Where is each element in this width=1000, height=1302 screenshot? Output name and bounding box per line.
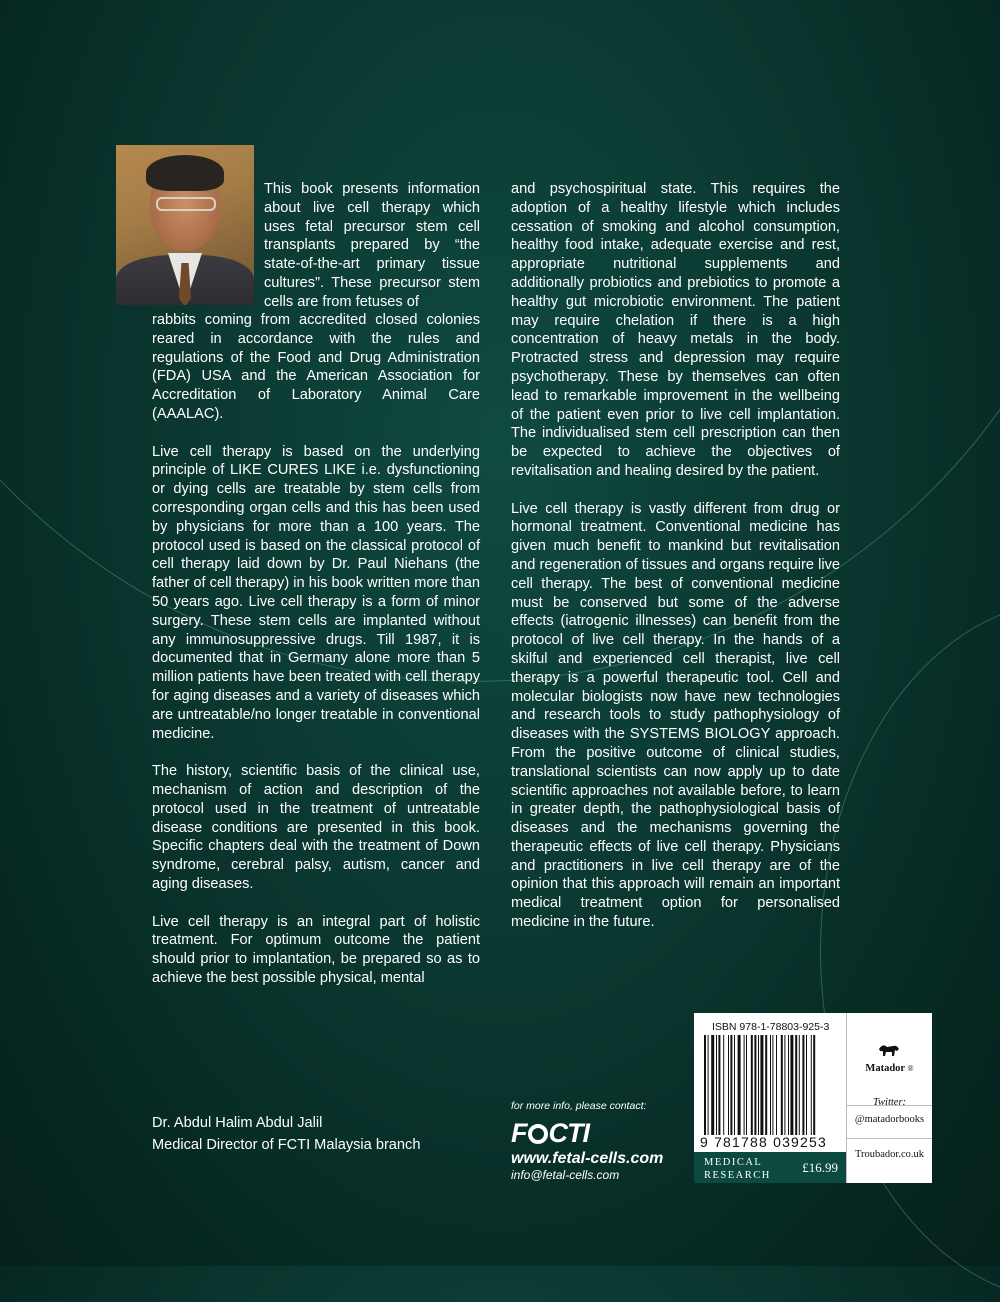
barcode-number: 9 781788 039253 — [700, 1134, 827, 1150]
paragraph: and psychospiritual state. This requires the adoption of a healthy lifestyle which includes cessation of smoking and alcohol consumption, healthy food intake, adequate exercise and rest, appropriate nutritional supplements and additionally probiotics and prebiotics to promote a healthy gut microbiotic environment. The patient may require chelation if there is a high concentration of heavy metals in the body. Protracted stress and depression may require psychotherapy. These by themselves can often lead to remarkable improvement in the wellbeing of the patient even prior to live cell implantation. The individualised stem cell prescription can then be expected to achieve the objectives of revitalisation and healing desired by the patient. — [511, 181, 840, 479]
fcti-logo — [511, 1120, 663, 1146]
price: £16.99 — [802, 1160, 838, 1175]
publisher-website[interactable]: Troubador.co.uk — [854, 1149, 925, 1160]
contact-website-link[interactable]: www.fetal-cells.com — [511, 1150, 664, 1167]
logo-circle-icon — [528, 1124, 548, 1144]
barcode-icon — [704, 1035, 846, 1135]
logo-letters: CTI — [548, 1118, 589, 1148]
logo-letter: F — [511, 1118, 527, 1148]
decorative-arc — [820, 600, 1000, 1302]
twitter-handle[interactable]: @matadorbooks — [854, 1114, 925, 1125]
author-photo — [116, 145, 254, 305]
intro-text: This book presents information about live cell therapy which uses fetal precursor stem cell transplants prepared by “the state-of-the-art primary tissue cultures”. These precursor stem cells are from fetuses of — [264, 181, 480, 310]
paragraph: rabbits coming from accredited closed colonies reared in accordance with the rules and regulations of the Food and Drug Administration (FDA) USA and the American Association for Accreditation of Laboratory Animal Care (AAALAC). — [152, 312, 480, 422]
author-name: Dr. Abdul Halim Abdul Jalil — [152, 1115, 323, 1131]
category-bar — [694, 1152, 846, 1183]
isbn-label: ISBN 978-1-78803-925-3 — [712, 1021, 830, 1033]
author-role: Medical Director of FCTI Malaysia branch — [152, 1137, 421, 1153]
category-label — [704, 1156, 771, 1182]
contact-email-link[interactable]: info@fetal-cells.com — [511, 1168, 620, 1182]
paragraph: Live cell therapy is an integral part of holistic treatment. For optimum outcome the patient should prior to implantation, be prepared so as to achieve the best possible physical, mental — [152, 913, 480, 986]
text-column-left — [152, 311, 480, 1006]
barcode-panel — [694, 1013, 932, 1183]
contact-block — [511, 1100, 663, 1182]
paragraph: Live cell therapy is based on the underlying principle of LIKE CURES LIKE i.e. dysfunctioning or dying cells are treatable by stem cells from corresponding organ cells and this has been used by physicians for more than a 100 years. The protocol used is based on the classical protocol of cell therapy laid down by Dr. Paul Niehans (the father of cell therapy) in his book written more than 50 years ago. Live cell therapy is a form of minor surgery. These stem cells are implanted without any immunosuppressive drugs. Till 1987, it is documented that in Germany alone more than 5 million patients have been treated with cell therapy for aging diseases and a variety of diseases which are untreatable/no longer treatable in conventional medicine. — [152, 443, 480, 742]
publisher-name: Matador ® — [865, 1063, 914, 1074]
category-line: RESEARCH — [704, 1170, 771, 1181]
paragraph: The history, scientific basis of the clinical use, mechanism of action and description of the protocol used in the treatment of untreatable disease conditions are presented in this book. Specific chapters deal with the treatment of Down syndrome, cerebral palsy, autism, cancer and aging diseases. — [152, 763, 480, 892]
paragraph: Live cell therapy is vastly different from drug or hormonal treatment. Conventional medicine has given much benefit to mankind but revitalisation and regeneration of tissues and organs require live cell therapy. The best of conventional medicine must be conserved but some of the adverse effects (iatrogenic illnesses) can benefit from the protocol of live cell therapy. In the hands of a skilful and experienced cell therapist, live cell therapy is a powerful therapeutic tool. Cell and molecular biologists now have new technologies and research tools to study pathophysiology of diseases with the SYSTEMS BIOLOGY approach. From the positive outcome of clinical studies, translational scientists can now apply up to date scientific approaches not available before, to learn in greater depth, the pathophysiological basis of diseases and the mechanisms governing the therapeutic effects of live cell therapy. Physicians and practitioners in live cell therapy are of the opinion that this approach will remain an important medical treatment option for personalised medicine in the future. — [511, 500, 840, 931]
twitter-label: Twitter: — [872, 1097, 907, 1108]
divider — [846, 1138, 932, 1139]
category-line: MEDICAL — [704, 1157, 763, 1168]
bull-icon — [877, 1041, 901, 1061]
author-block — [152, 1112, 420, 1156]
contact-lead: for more info, please contact: — [511, 1100, 647, 1112]
text-column-right — [511, 180, 840, 951]
